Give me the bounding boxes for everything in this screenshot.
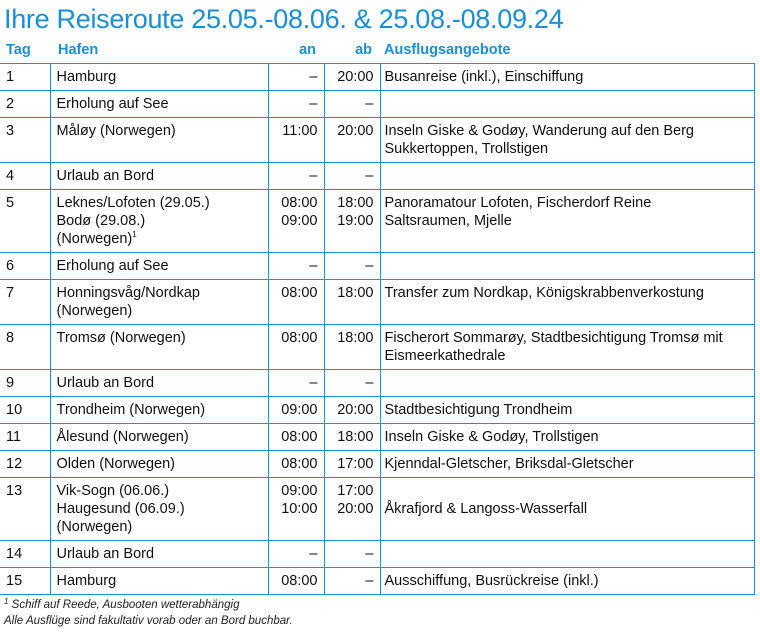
table-row (0, 91, 754, 118)
table-row (0, 325, 754, 370)
hafen-line: Bodø (29.08.) (56, 213, 146, 229)
an-cell: – (268, 541, 324, 568)
ab-cell (324, 190, 380, 253)
ausflug-cell: Inseln Giske & Godøy, Wanderung auf den Berg Sukkertoppen, Trollstigen (380, 118, 754, 163)
hafen-line: Honningsvåg/Nordkap (56, 285, 200, 301)
hafen-line: Leknes/Lofoten (29.05.) (56, 195, 210, 211)
table-row (0, 541, 754, 568)
page-title: Ihre Reiseroute 25.05.-08.06. & 25.08.-08.09.24 (4, 4, 564, 34)
ausflug-cell: Busanreise (inkl.), Einschiffung (380, 64, 754, 91)
table-row (0, 64, 754, 91)
hafen-cell: Hamburg (50, 568, 268, 595)
hafen-cell (50, 478, 268, 541)
ausflug-cell (380, 478, 754, 541)
an-time: 09:00 (281, 483, 318, 499)
ab-time: 19:00 (337, 213, 374, 229)
an-cell: – (268, 370, 324, 397)
ausflug-cell: Stadtbesichtigung Trondheim (380, 397, 754, 424)
ab-cell: 20:00 (324, 118, 380, 163)
ab-time: 18:00 (337, 195, 374, 211)
tag-cell: 6 (0, 253, 50, 280)
table-row (0, 280, 754, 325)
footnote-marker: 1 (132, 230, 137, 239)
an-cell (268, 478, 324, 541)
hafen-cell: Erholung auf See (50, 91, 268, 118)
header-an: an (299, 42, 316, 58)
an-cell: – (268, 163, 324, 190)
tag-cell: 5 (0, 190, 50, 253)
an-cell: – (268, 64, 324, 91)
hafen-line: (Norwegen) (56, 231, 133, 247)
footnote-1: $^1$ Schiff auf Reede, Ausbooten wetterabhängig (4, 597, 240, 611)
tag-cell: 8 (0, 325, 50, 370)
hafen-cell (50, 280, 268, 325)
hafen-cell: Urlaub an Bord (50, 541, 268, 568)
ab-cell: 20:00 (324, 64, 380, 91)
table-row (0, 253, 754, 280)
tag-cell: 11 (0, 424, 50, 451)
an-cell: 08:00 (268, 424, 324, 451)
ausflug-cell: Ausschiffung, Busrückreise (inkl.) (380, 568, 754, 595)
table-header (0, 40, 760, 62)
ausflug-cell (380, 253, 754, 280)
hafen-cell: Urlaub an Bord (50, 163, 268, 190)
hafen-cell: Urlaub an Bord (50, 370, 268, 397)
ab-cell: – (324, 91, 380, 118)
an-time: 10:00 (281, 501, 318, 517)
ausflug-line: Panoramatour Lofoten, Fischerdorf Reine (384, 195, 652, 211)
tag-cell: 1 (0, 64, 50, 91)
table-row (0, 370, 754, 397)
ausflug-cell: Transfer zum Nordkap, Königskrabbenverkostung (380, 280, 754, 325)
route-table (0, 63, 755, 595)
ab-time: 20:00 (337, 501, 374, 517)
table-row (0, 190, 754, 253)
ausflug-line: Saltsraumen, Mjelle (384, 213, 512, 229)
an-time: 09:00 (281, 213, 318, 229)
ausflug-cell: Kjenndal-Gletscher, Briksdal-Gletscher (380, 451, 754, 478)
tag-cell: 13 (0, 478, 50, 541)
tag-cell: 7 (0, 280, 50, 325)
tag-cell: 12 (0, 451, 50, 478)
ab-cell: – (324, 541, 380, 568)
ausflug-cell (380, 370, 754, 397)
ausflug-line: Åkrafjord & Langoss-Wasserfall (384, 501, 588, 517)
ab-cell: 17:00 (324, 451, 380, 478)
ausflug-cell (380, 163, 754, 190)
ab-cell: – (324, 163, 380, 190)
footnotes (4, 597, 293, 629)
hafen-line: Haugesund (06.09.) (56, 501, 185, 517)
header-hafen: Hafen (58, 42, 99, 58)
ausflug-cell: Fischerort Sommarøy, Stadtbesichtigung Tromsø mit Eismeerkathedrale (380, 325, 754, 370)
table-row (0, 118, 754, 163)
ab-cell: – (324, 253, 380, 280)
an-cell: 08:00 (268, 568, 324, 595)
header-tag: Tag (6, 42, 31, 58)
ab-cell: 18:00 (324, 325, 380, 370)
header-ab: ab (355, 42, 372, 58)
ab-cell: 18:00 (324, 424, 380, 451)
table-row (0, 163, 754, 190)
footnote-2: Alle Ausflüge sind fakultativ vorab oder an Bord buchbar. (4, 615, 293, 627)
table-row (0, 451, 754, 478)
an-cell (268, 190, 324, 253)
an-cell: – (268, 91, 324, 118)
an-time: 08:00 (281, 195, 318, 211)
tag-cell: 10 (0, 397, 50, 424)
tag-cell: 4 (0, 163, 50, 190)
ab-cell: – (324, 568, 380, 595)
hafen-cell: Trondheim (Norwegen) (50, 397, 268, 424)
hafen-cell: Erholung auf See (50, 253, 268, 280)
header-ausflugsangebote: Ausflugsangebote (384, 42, 511, 58)
tag-cell: 2 (0, 91, 50, 118)
hafen-line: (Norwegen) (56, 303, 133, 319)
tag-cell: 9 (0, 370, 50, 397)
hafen-cell: Olden (Norwegen) (50, 451, 268, 478)
ausflug-line (385, 482, 754, 500)
tag-cell: 14 (0, 541, 50, 568)
tag-cell: 3 (0, 118, 50, 163)
hafen-cell: Måløy (Norwegen) (50, 118, 268, 163)
ausflug-cell: Inseln Giske & Godøy, Trollstigen (380, 424, 754, 451)
hafen-cell: Ålesund (Norwegen) (50, 424, 268, 451)
hafen-cell: Hamburg (50, 64, 268, 91)
hafen-line: (Norwegen) (56, 519, 133, 535)
an-cell: – (268, 253, 324, 280)
ausflug-cell (380, 91, 754, 118)
ab-cell: 20:00 (324, 397, 380, 424)
ausflug-cell (380, 190, 754, 253)
hafen-cell (50, 190, 268, 253)
hafen-cell: Tromsø (Norwegen) (50, 325, 268, 370)
an-cell: 09:00 (268, 397, 324, 424)
ab-time: 17:00 (337, 483, 374, 499)
ab-cell: 18:00 (324, 280, 380, 325)
table-row (0, 424, 754, 451)
hafen-line: Vik-Sogn (06.06.) (56, 483, 170, 499)
an-cell: 08:00 (268, 280, 324, 325)
tag-cell: 15 (0, 568, 50, 595)
ab-cell: – (324, 370, 380, 397)
table-row (0, 478, 754, 541)
an-cell: 08:00 (268, 451, 324, 478)
ab-cell (324, 478, 380, 541)
ausflug-cell (380, 541, 754, 568)
an-cell: 08:00 (268, 325, 324, 370)
table-row (0, 397, 754, 424)
footnote-marker: 1 (4, 597, 9, 606)
an-cell: 11:00 (268, 118, 324, 163)
table-row (0, 568, 754, 595)
